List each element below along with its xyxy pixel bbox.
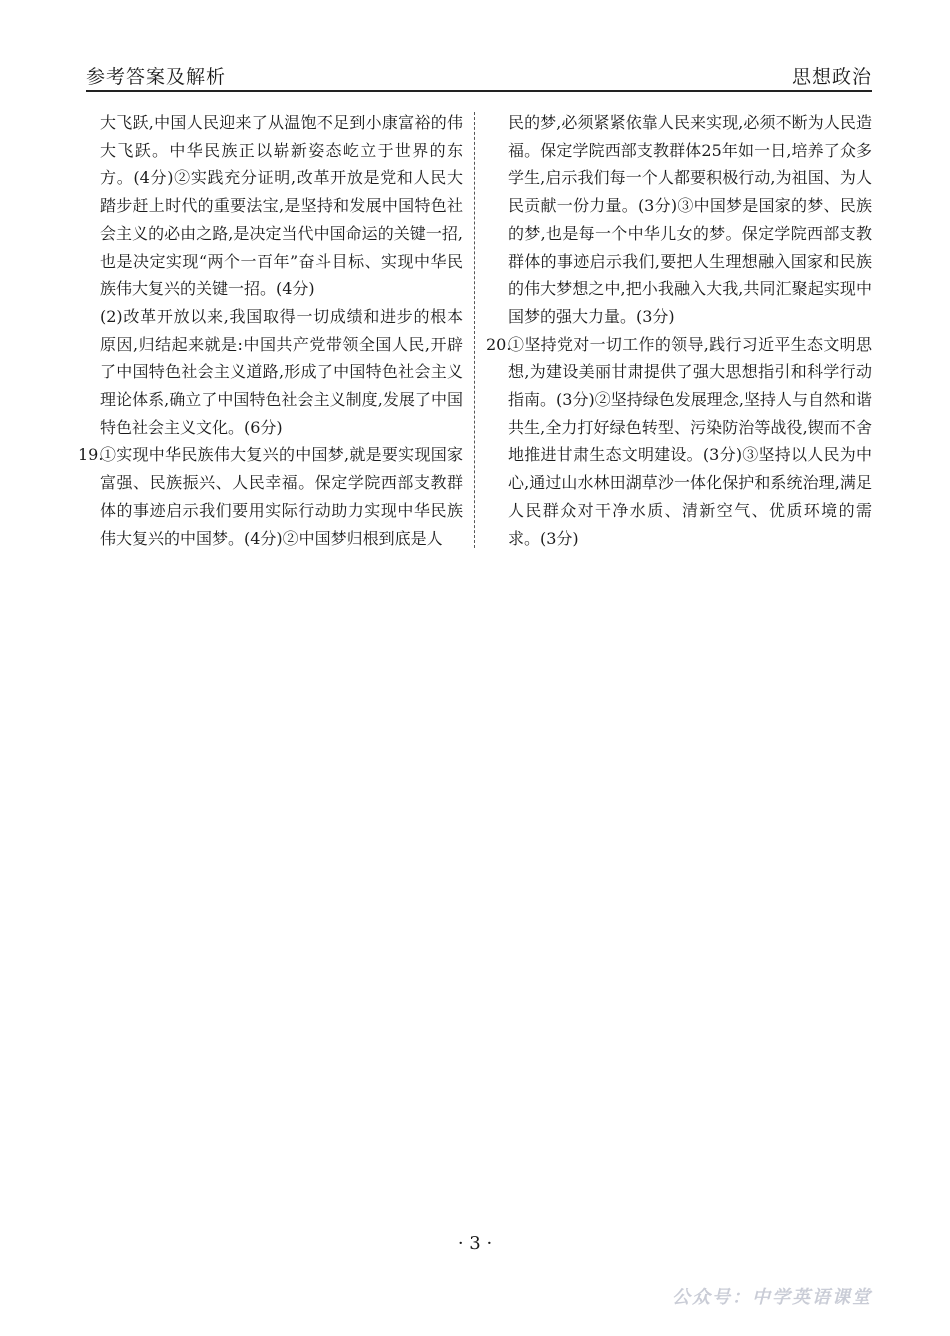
header-left-title: 参考答案及解析 [86,66,227,88]
right-column [486,109,872,552]
answer-20-text: ①坚持党对一切工作的领导,践行习近平生态文明思想,为建设美丽甘肃提供了强大思想指引和科学行动指南。(3分)②坚持绿色发展理念,坚持人与自然和谐共生,全力打好绿色转型、污染防治等战役,锲而不舍地推进甘肃生态文明建设。(3分)③坚持以人民为中心,通过山水林田湖草沙一体化保护和系统治理,满足人民群众对干净水质、清新空气、优质环境的需求。(3分) [508,334,872,548]
column-divider [474,112,475,548]
header-subject-title: 思想政治 [791,66,872,88]
header-rule [86,90,872,92]
left-column [78,109,463,552]
answer-19-continued: 民的梦,必须紧紧依靠人民来实现,必须不断为人民造福。保定学院西部支教群体25年如一日,培养了众多学生,启示我们每一个人都要积极行动,为祖国、为人民贡献一份力量。(3分)③中国梦是国家的梦、民族的梦,也是每一个中华儿女的梦。保定学院西部支教群体的事迹启示我们,要把人生理想融入国家和民族的伟大梦想之中,把小我融入大我,共同汇聚起实现中国梦的强大力量。(3分) [508,113,872,326]
page-number: · 3 · [457,1233,493,1254]
answer-19 [78,441,463,552]
question-number-20: 20. [486,334,512,354]
question-number-19: 19. [78,445,104,465]
answer-18-part1-continued: 大飞跃,中国人民迎来了从温饱不足到小康富裕的伟大飞跃。中华民族正以崭新姿态屹立于世界的东方。(4分)②实践充分证明,改革开放是党和人民大踏步赶上时代的重要法宝,是坚持和发展中国特色社会主义的必由之路,是决定当代中国命运的关键一招,也是决定实现“两个一百年”奋斗目标、实现中华民族伟大复兴的关键一招。(4分) [100,113,463,299]
watermark: 公众号：中学英语课堂 [672,1287,872,1308]
answer-18-part2: (2)改革开放以来,我国取得一切成绩和进步的根本原因,归结起来就是:中国共产党带领全国人民,开辟了中国特色社会主义道路,形成了中国特色社会主义理论体系,确立了中国特色社会主义制度,发展了中国特色社会主义文化。(6分) [100,306,463,437]
answer-20 [486,331,872,553]
page-header [86,58,872,92]
answer-19-text: ①实现中华民族伟大复兴的中国梦,就是要实现国家富强、民族振兴、人民幸福。保定学院西部支教群体的事迹启示我们要用实际行动助力实现中华民族伟大复兴的中国梦。(4分)②中国梦归根到底是人 [100,445,463,548]
